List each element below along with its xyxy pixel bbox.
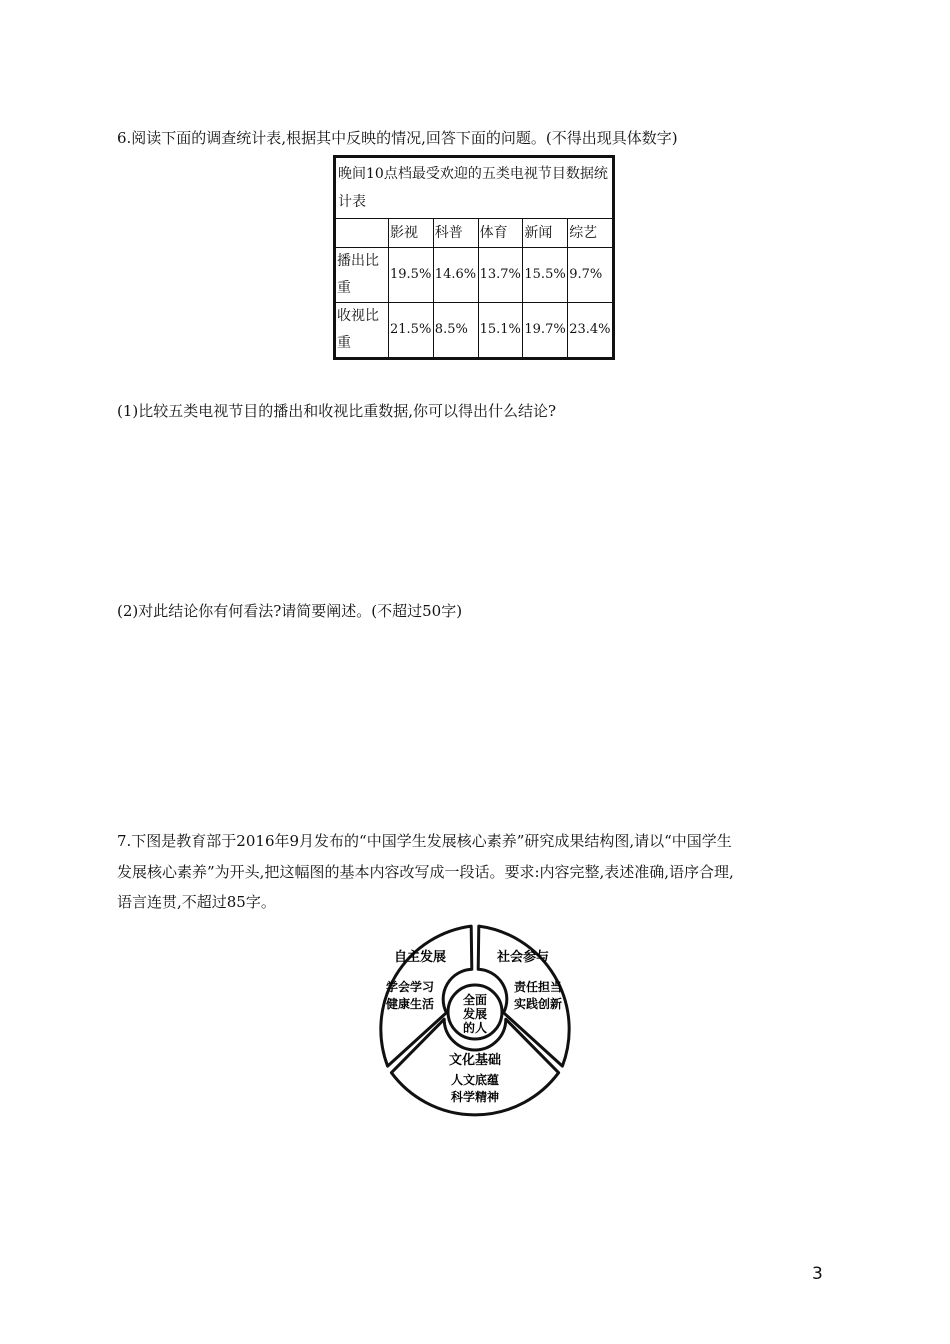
section-item: 责任担当: [513, 980, 563, 994]
section-title: 自主发展: [393, 950, 447, 965]
table-cell: 19.5%: [389, 248, 434, 303]
table-title: 晚间10点档最受欢迎的五类电视节目数据统计表: [335, 157, 614, 219]
section-title: 文化基础: [448, 1053, 502, 1068]
center-label-line: 发展: [462, 1007, 488, 1021]
table-header-cell: 影视: [389, 219, 434, 248]
q7-prompt-line-2: 发展核心素养”为开头,把这幅图的基本内容改写成一段话。要求:内容完整,表述准确,语序合理,: [117, 863, 734, 881]
table-cell: 21.5%: [389, 303, 434, 359]
center-label-line: 的人: [462, 1021, 488, 1035]
q7-prompt-line-1: 7.下图是教育部于2016年9月发布的“中国学生发展核心素养”研究成果结构图,请以“中国学生: [117, 832, 732, 850]
table-header-cell: 新闻: [523, 219, 568, 248]
table-cell: 19.7%: [523, 303, 568, 359]
table-cell: 23.4%: [568, 303, 614, 359]
section-item: 学会学习: [385, 980, 435, 994]
core-literacy-diagram: [360, 915, 590, 1145]
table-header-cell: 科普: [433, 219, 478, 248]
table-row: [335, 248, 614, 303]
section-item: 健康生活: [385, 997, 435, 1011]
section-title: 社会参与: [496, 950, 550, 965]
page-number: 3: [812, 1264, 823, 1284]
table-row: [335, 303, 614, 359]
section-item: 人文底蕴: [450, 1073, 500, 1087]
table-cell: 15.5%: [523, 248, 568, 303]
table-header-cell: 综艺: [568, 219, 614, 248]
row-label: 收视比重: [335, 303, 389, 359]
row-label: 播出比重: [335, 248, 389, 303]
table-cell: 8.5%: [433, 303, 478, 359]
q7-prompt-line-3: 语言连贯,不超过85字。: [117, 893, 276, 911]
statistics-table: [333, 155, 615, 360]
table-cell: 14.6%: [433, 248, 478, 303]
table-cell: 13.7%: [478, 248, 523, 303]
table-cell: 9.7%: [568, 248, 614, 303]
table-header-cell: 体育: [478, 219, 523, 248]
center-label-line: 全面: [462, 993, 488, 1007]
q6-prompt: 6.阅读下面的调查统计表,根据其中反映的情况,回答下面的问题。(不得出现具体数字): [117, 129, 678, 147]
table-cell: 15.1%: [478, 303, 523, 359]
section-item: 实践创新: [513, 997, 563, 1011]
q6-subquestion-2: (2)对此结论你有何看法?请简要阐述。(不超过50字): [117, 602, 463, 620]
table-corner-cell: [335, 219, 389, 248]
section-item: 科学精神: [450, 1090, 500, 1104]
q6-subquestion-1: (1)比较五类电视节目的播出和收视比重数据,你可以得出什么结论?: [117, 402, 557, 420]
